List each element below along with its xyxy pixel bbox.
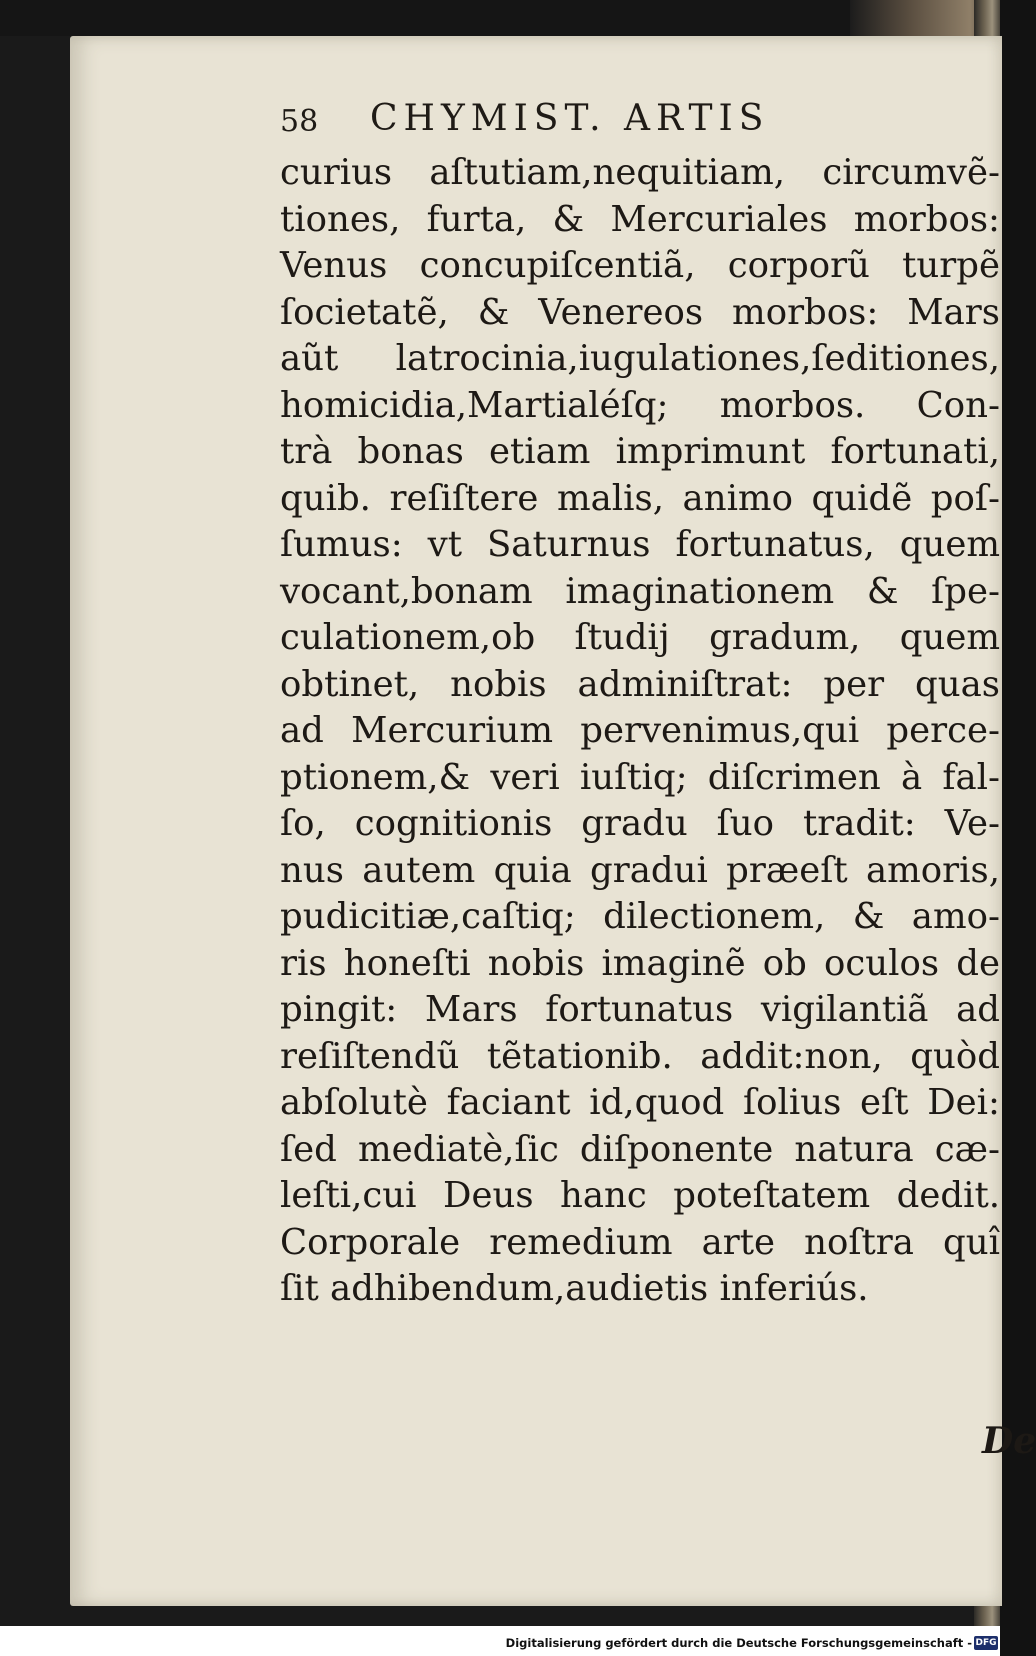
text-line: pudicitiæ,caſtiq; dilectionem, & amo- [280, 896, 1000, 937]
page-header [280, 96, 1010, 148]
text-line: trà bonas etiam imprimunt fortunati, [280, 431, 1000, 472]
text-line: quib. reſiſtere malis, animo quidẽ poſ- [280, 477, 1000, 519]
body-text [280, 150, 1010, 1313]
text-line: leſti,cui Deus hanc poteſtatem dedit. [280, 1175, 1000, 1216]
text-line: abſolutè faciant id,quod ſolius eſt Dei: [280, 1082, 1000, 1123]
text-line: ſit adhibendum,audietis inferiús. [280, 1268, 869, 1309]
text-line: vocant,bonam imaginationem & ſpe- [280, 570, 1000, 612]
text-line: aũt latrocinia,iugulationes,ſeditiones, [280, 338, 1000, 379]
text-line: nus autem quia gradui præeſt amoris, [280, 849, 1000, 891]
funding-credit: Digitalisierung gefördert durch die Deutsche Forschungsgemeinschaft - [505, 1636, 972, 1650]
text-line: pingit: Mars fortunatus vigilantiã ad [280, 989, 1000, 1030]
text-line: ris honeſti nobis imaginẽ ob oculos de [280, 942, 1000, 984]
text-line: ſed mediatè,ſic diſponente natura cæ- [280, 1128, 1000, 1170]
text-line: culationem,ob ſtudij gradum, quem [280, 617, 1000, 658]
text-line: ſocietatẽ, & Venereos morbos: Mars [280, 291, 1000, 333]
digitization-footer [0, 1626, 1000, 1656]
text-line: reſiſtendũ tẽtationib. addit:non, quòd [280, 1035, 1000, 1077]
text-line: Venus concupiſcentiã, corporũ turpẽ [280, 245, 1000, 286]
page-number: 58 [280, 104, 319, 139]
catchword: De [982, 1420, 1036, 1462]
book-page [70, 36, 1036, 1606]
text-line: tiones, furta, & Mercuriales morbos: [280, 198, 1000, 240]
text-line: ptionem,& veri iuſtiq; diſcrimen à fal- [280, 756, 1000, 798]
text-line: obtinet, nobis adminiſtrat: per quas [280, 663, 1000, 705]
text-line: Corporale remedium arte noſtra quî [280, 1221, 1000, 1263]
page-content [280, 96, 1010, 1313]
running-head: CHYMIST. ARTIS [370, 98, 770, 139]
text-line: curius aſtutiam,nequitiam, circumvẽ- [280, 152, 1000, 193]
dfg-logo-icon: DFG [975, 1638, 997, 1648]
text-line: ſumus: vt Saturnus fortunatus, quem [280, 524, 1000, 565]
text-line: ad Mercurium pervenimus,qui perce- [280, 710, 1000, 751]
text-line: homicidia,Martialéſq; morbos. Con- [280, 384, 1000, 426]
text-line: ſo, cognitionis gradu ſuo tradit: Ve- [280, 803, 1000, 844]
